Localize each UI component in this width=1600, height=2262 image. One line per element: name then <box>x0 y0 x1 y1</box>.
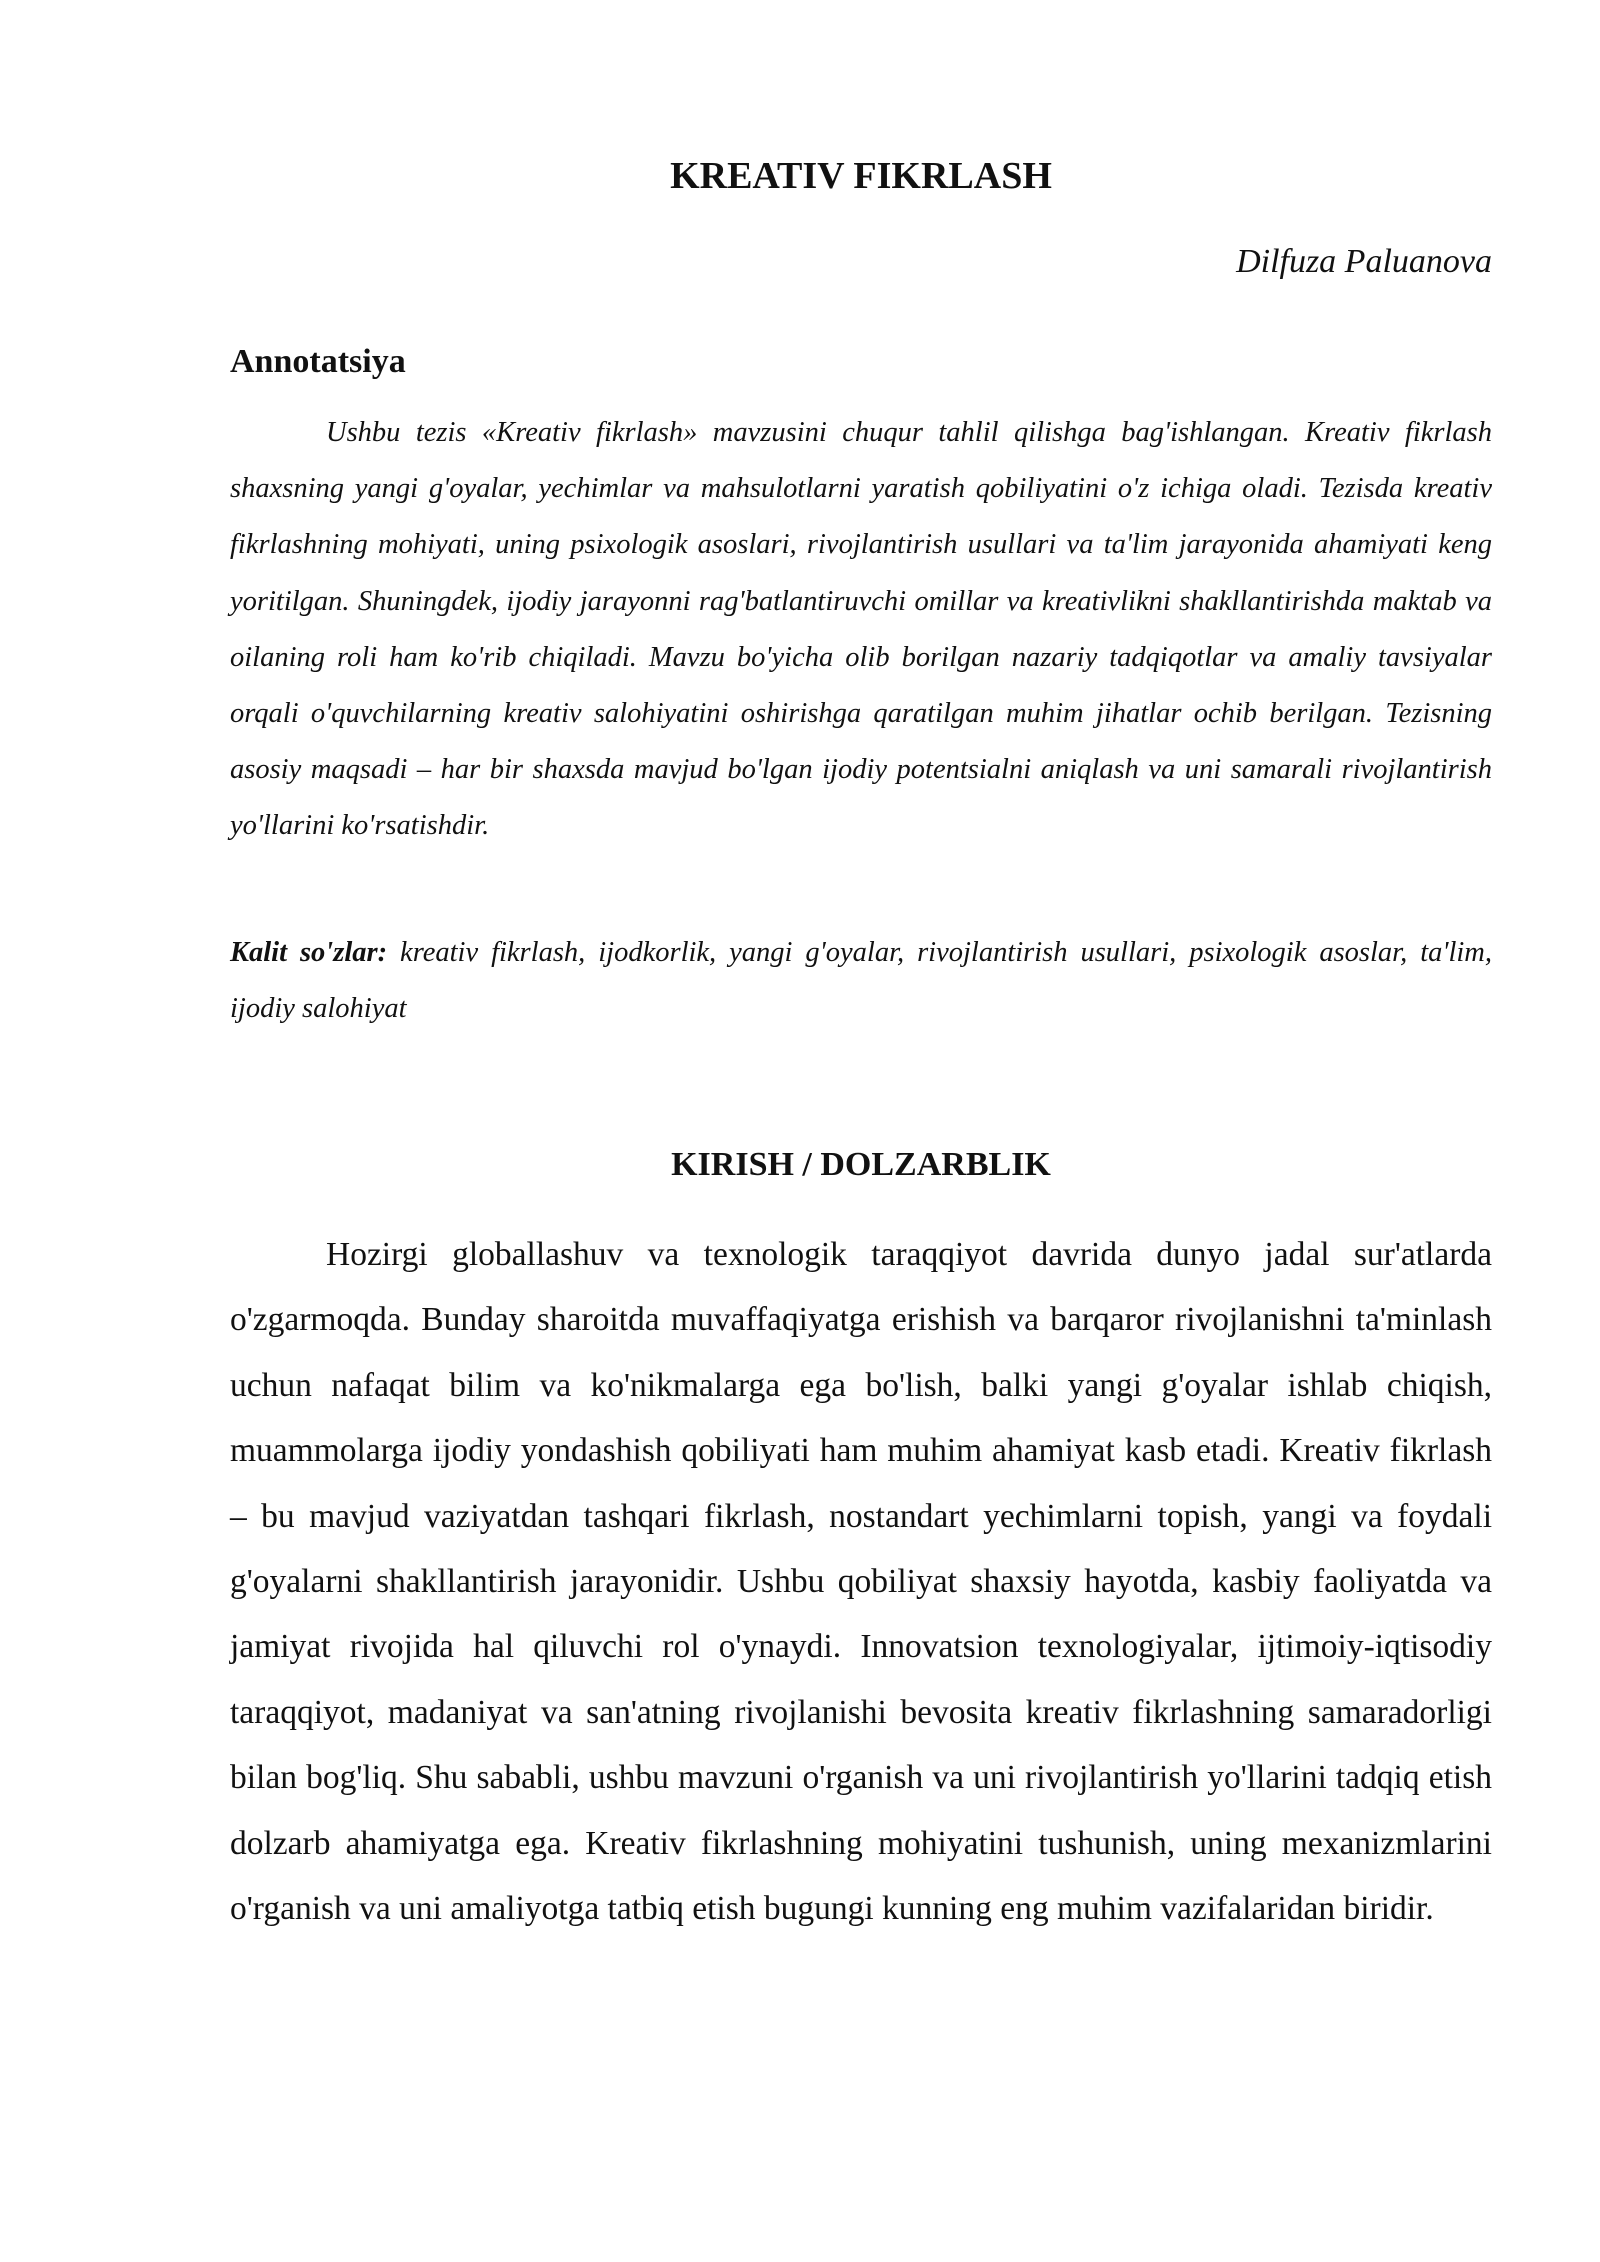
section-heading: KIRISH / DOLZARBLIK <box>671 1146 1051 1183</box>
keywords-label: Kalit so'zlar: <box>230 937 388 968</box>
abstract-paragraph: Ushbu tezis «Kreativ fikrlash» mavzusini chuqur tahlil qilishga bag'ishlangan. Kreativ fikrlash shaxsning yangi g'oyalar, yechimlar va mahsulotlarni yaratish qobiliyatini o'z ichiga oladi. Tezisda kreativ fikrlashning mohiyati, uning psixologik asoslari, rivojlantirish usullari va ta'lim jarayonida ahamiyati keng yoritilgan. Shuningdek, ijodiy jarayonni rag'batlantiruvchi omillar va kreativlikni shakllantirishda maktab va oilaning roli ham ko'rib chiqiladi. Mavzu bo'yicha olib borilgan nazariy tadqiqotlar va amaliy tavsiyalar orqali o'quvchilarning kreativ salohiyatini oshirishga qaratilgan muhim jihatlar ochib berilgan. Tezisning asosiy maqsadi – har bir shaxsda mavjud bo'lgan ijodiy potentsialni aniqlash va uni samarali rivojlantirish yo'llarini ko'rsatishdir. <box>230 417 1492 842</box>
abstract-heading: Annotatsiya <box>230 343 406 380</box>
keywords-paragraph <box>230 925 1492 1037</box>
author-name: Dilfuza Paluanova <box>1236 243 1492 280</box>
document-title: KREATIV FIKRLASH <box>670 155 1052 197</box>
section-paragraph: Hozirgi globallashuv va texnologik taraqqiyot davrida dunyo jadal sur'atlarda o'zgarmoqda. Bunday sharoitda muvaffaqiyatga erishish va barqaror rivojlanishni ta'minlash uchun nafaqat bilim va ko'nikmalarga ega bo'lish, balki yangi g'oyalar ishlab chiqish, muammolarga ijodiy yondashish qobiliyati ham muhim ahamiyat kasb etadi. Kreativ fikrlash – bu mavjud vaziyatdan tashqari fikrlash, nostandart yechimlarni topish, yangi va foydali g'oyalarni shakllantirish jarayonidir. Ushbu qobiliyat shaxsiy hayotda, kasbiy faoliyatda va jamiyat rivojida hal qiluvchi rol o'ynaydi. Innovatsion texnologiyalar, ijtimoiy-iqtisodiy taraqqiyot, madaniyat va san'atning rivojlanishi bevosita kreativ fikrlashning samaradorligi bilan bog'liq. Shu sababli, ushbu mavzuni o'rganish va uni rivojlantirish yo'llarini tadqiq etish dolzarb ahamiyatga ega. Kreativ fikrlashning mohiyatini tushunish, uning mexanizmlarini o'rganish va uni amaliyotga tatbiq etish bugungi kunning eng muhim vazifalaridan biridir. <box>230 1236 1492 1928</box>
keywords-list: kreativ fikrlash, ijodkorlik, yangi g'oyalar, rivojlantirish usullari, psixologik asoslar, ta'lim, ijodiy salohiyat <box>230 937 1492 1025</box>
